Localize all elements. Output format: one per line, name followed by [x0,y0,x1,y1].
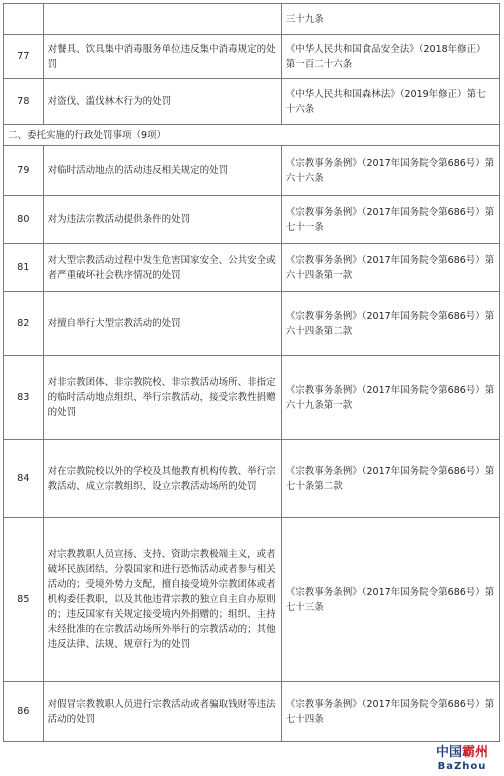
table-row [4,79,500,125]
row-number: 82 [4,292,44,356]
row-item: 对餐具、饮具集中消毒服务单位违反集中消毒规定的处罚 [43,35,281,79]
table-row [4,4,500,35]
row-basis: 《中华人民共和国森林法》（2019年修正）第七十六条 [281,79,499,125]
row-item: 对在宗教院校以外的学校及其他教育机构传教、举行宗教活动、成立宗教组织、设立宗教活动场所的处罚 [43,440,281,518]
table-row [4,196,500,244]
row-number: 81 [4,244,44,292]
section-title: 二、委托实施的行政处罚事项（9项） [4,125,500,146]
row-basis: 《宗教事务条例》（2017年国务院令第686号）第七十三条 [281,518,499,682]
row-item: 对大型宗教活动过程中发生危害国家安全、公共安全或者严重破坏社会秩序情况的处罚 [43,244,281,292]
table-row [4,244,500,292]
row-number: 78 [4,79,44,125]
row-basis: 《宗教事务条例》（2017年国务院令第686号）第七十条第二款 [281,440,499,518]
row-basis: 三十九条 [281,4,499,35]
table-row [4,518,500,682]
table-row [4,440,500,518]
row-basis: 《宗教事务条例》（2017年国务院令第686号）第七十一条 [281,196,499,244]
row-item: 对非宗教团体、非宗教院校、非宗教活动场所、非指定的临时活动地点组织、举行宗教活动，接受宗教性捐赠的处罚 [43,356,281,440]
table-row [4,292,500,356]
table-row [4,146,500,196]
row-item: 对为违法宗教活动提供条件的处罚 [43,196,281,244]
watermark-text: 霸州 [462,744,489,760]
row-basis: 《宗教事务条例》（2017年国务院令第686号）第七十四条 [281,682,499,742]
row-item: 对盗伐、滥伐林木行为的处罚 [43,79,281,125]
row-item: 对临时活动地点的活动违反相关规定的处罚 [43,146,281,196]
row-number: 79 [4,146,44,196]
row-number [4,4,44,35]
row-item: 对擅自举行大型宗教活动的处罚 [43,292,281,356]
penalty-table [3,3,500,742]
watermark-text: 中国 [435,744,462,760]
table-row [4,356,500,440]
row-basis: 《宗教事务条例》（2017年国务院令第686号）第六十六条 [281,146,499,196]
row-item [43,4,281,35]
table-row [4,35,500,79]
section-header [4,125,500,146]
row-number: 80 [4,196,44,244]
row-basis: 《宗教事务条例》（2017年国务院令第686号）第六十四条第二款 [281,292,499,356]
row-number: 85 [4,518,44,682]
row-basis: 《宗教事务条例》（2017年国务院令第686号）第六十九条第一款 [281,356,499,440]
table-row [4,682,500,742]
row-number: 86 [4,682,44,742]
row-item: 对宗教教职人员宣扬、支持、资助宗教极端主义，或者破坏民族团结、分裂国家和进行恐怖活动或者参与相关活动的；受境外势力支配，擅自接受境外宗教团体或者机构委任教职，以及其他违背宗教的独立自主自办原则的；违反国家有关规定接受境内外捐赠的；组织、主持未经批准的在宗教活动场所外举行的宗教活动的；其他违反法律、法规、规章行为的处罚 [43,518,281,682]
row-basis: 《中华人民共和国食品安全法》（2018年修正）第一百二十六条 [281,35,499,79]
row-number: 77 [4,35,44,79]
watermark-logo [428,746,496,772]
row-item: 对假冒宗教教职人员进行宗教活动或者骗取钱财等违法活动的处罚 [43,682,281,742]
row-basis: 《宗教事务条例》（2017年国务院令第686号）第六十四条第一款 [281,244,499,292]
row-number: 83 [4,356,44,440]
row-number: 84 [4,440,44,518]
watermark-subtext: BaZhou [437,760,487,772]
